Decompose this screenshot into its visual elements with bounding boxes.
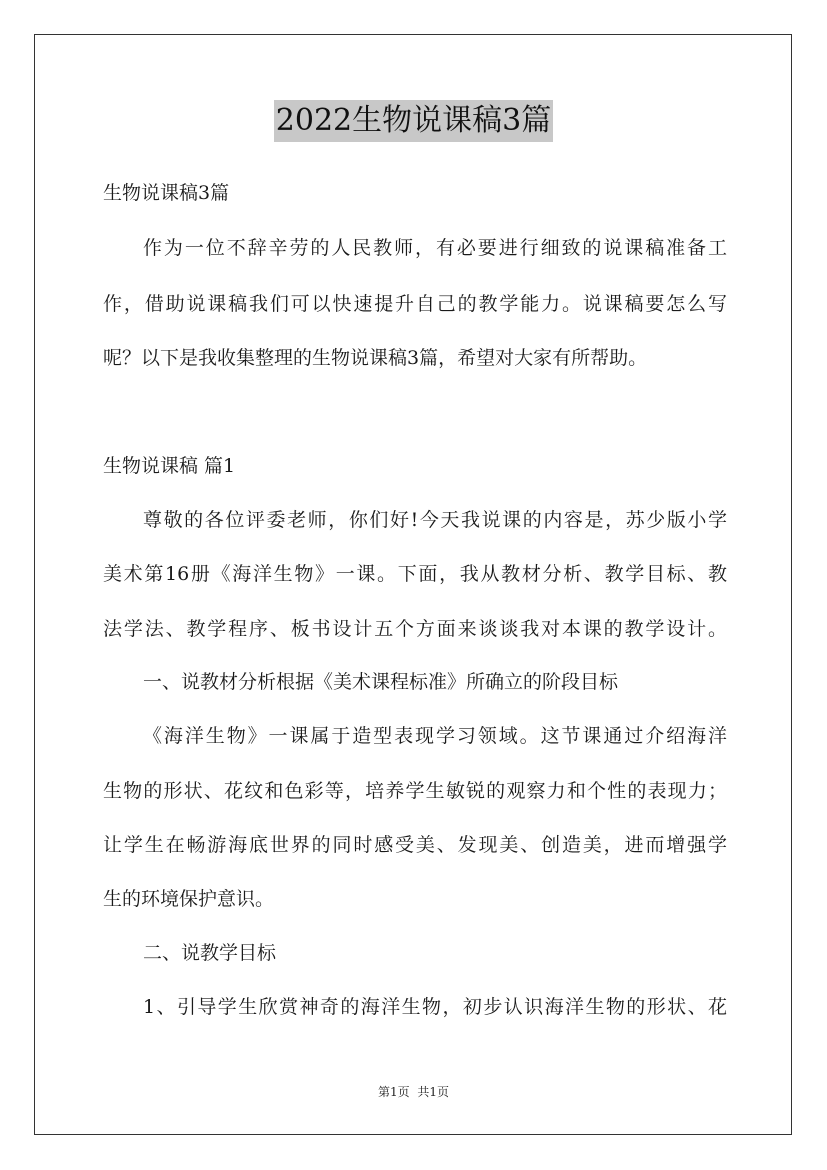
paragraph-line: 美术第16册《海洋生物》一课。下面，我从教材分析、教学目标、教	[103, 563, 727, 585]
paragraph-line: 《海洋生物》一课属于造型表现学习领域。这节课通过介绍海洋	[143, 725, 727, 747]
paragraph-line: 让学生在畅游海底世界的同时感受美、发现美、创造美，进而增强学	[103, 834, 727, 856]
paragraph-line: 作，借助说课稿我们可以快速提升自己的教学能力。说课稿要怎么写	[103, 293, 727, 315]
paragraph-line: 1、引导学生欣赏神奇的海洋生物，初步认识海洋生物的形状、花	[143, 996, 727, 1018]
paragraph-line: 作为一位不辞辛劳的人民教师，有必要进行细致的说课稿准备工	[143, 237, 727, 259]
paragraph-line: 生的环境保护意识。	[103, 888, 275, 910]
title-container	[0, 100, 827, 142]
paragraph-line: 生物的形状、花纹和色彩等，培养学生敏锐的观察力和个性的表现力；	[103, 780, 727, 802]
paragraph-line: 尊敬的各位评委老师，你们好!今天我说课的内容是，苏少版小学	[143, 509, 727, 531]
page-footer	[0, 1084, 827, 1100]
page-number: 第1页	[378, 1085, 410, 1099]
paragraph-line: 一、说教材分析根据《美术课程标准》所确立的阶段目标	[143, 671, 619, 693]
paragraph-line: 呢？以下是我收集整理的生物说课稿3篇，希望对大家有所帮助。	[103, 347, 648, 369]
paragraph-line: 二、说教学目标	[143, 942, 277, 964]
section-heading: 生物说课稿3篇	[103, 182, 230, 204]
document-title: 2022生物说课稿3篇	[274, 100, 553, 142]
section-heading: 生物说课稿 篇1	[103, 455, 236, 477]
page-total: 共1页	[417, 1085, 449, 1099]
paragraph-line: 法学法、教学程序、板书设计五个方面来谈谈我对本课的教学设计。	[103, 618, 727, 640]
